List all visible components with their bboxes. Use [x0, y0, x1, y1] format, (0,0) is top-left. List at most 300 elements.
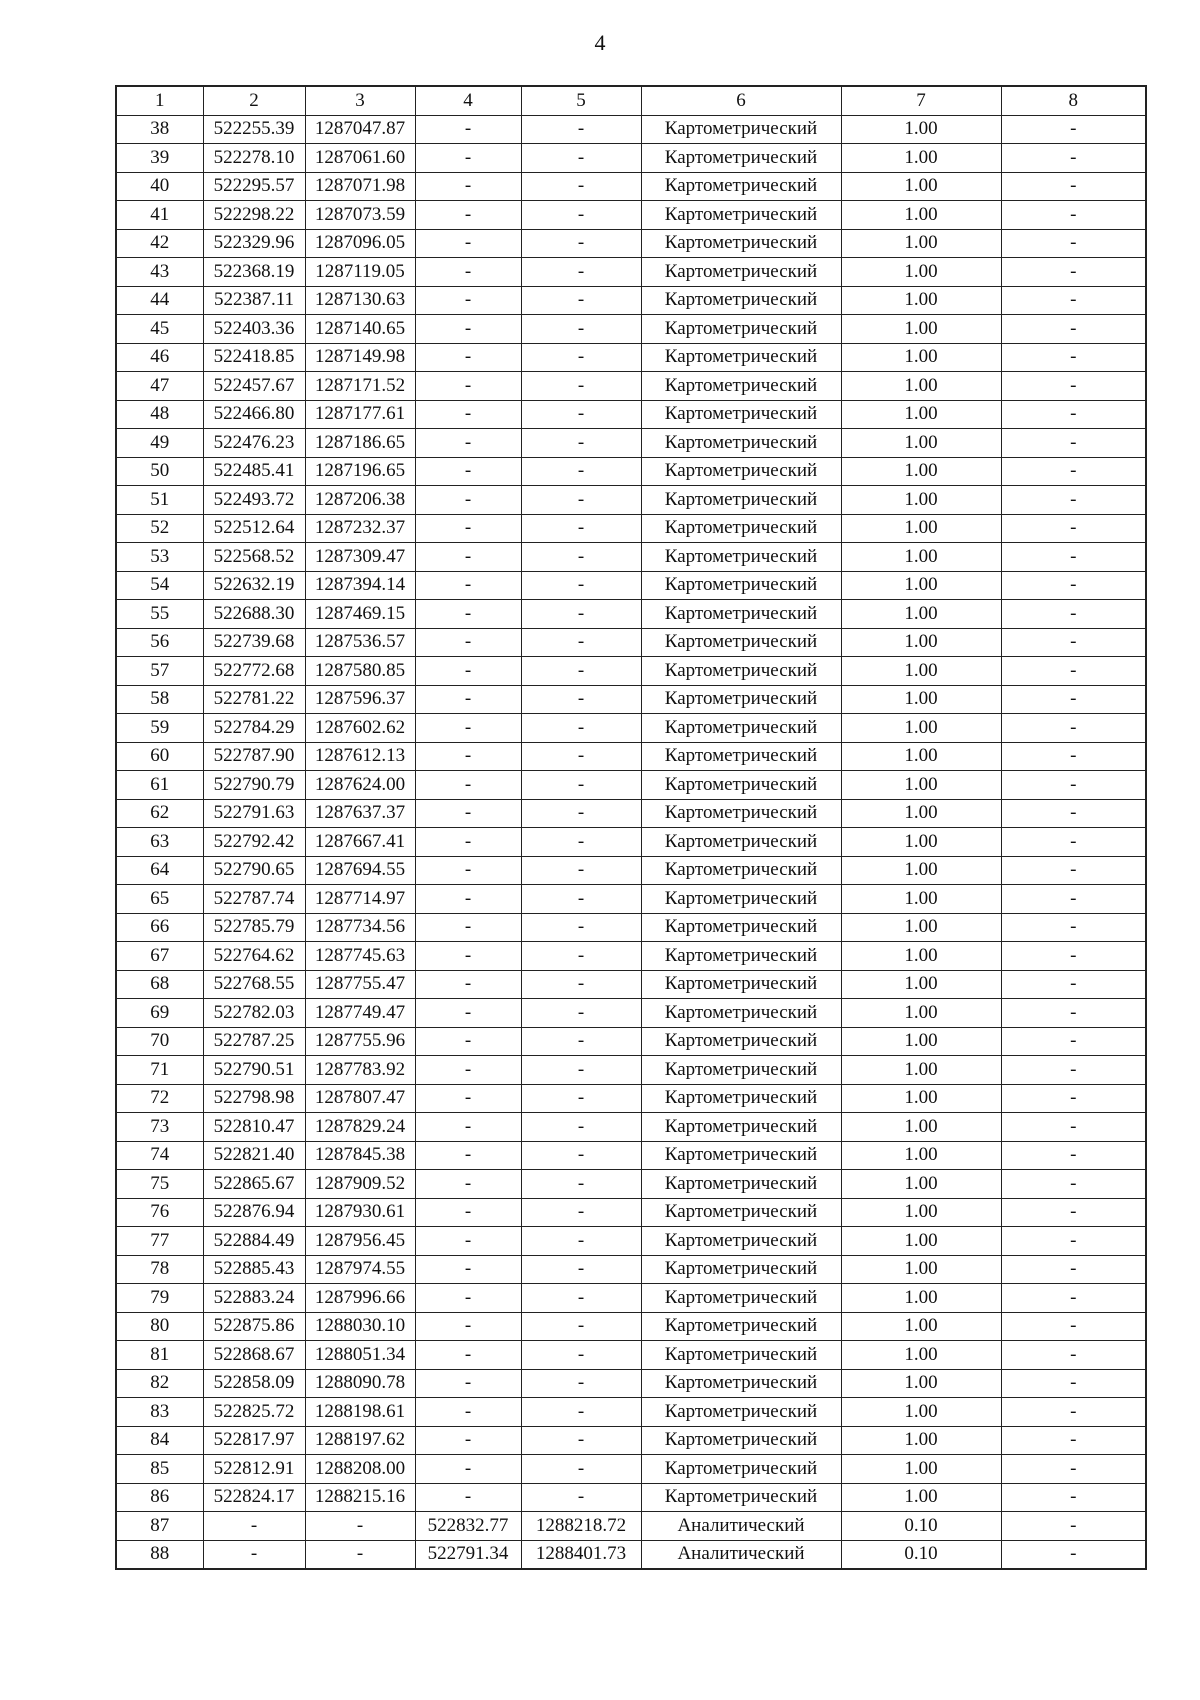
accuracy-cell: 1.00 — [841, 1483, 1001, 1512]
method-cell: Картометрический — [641, 771, 841, 800]
description-cell: - — [1001, 1255, 1146, 1284]
accuracy-cell: 1.00 — [841, 286, 1001, 315]
y-alt-coordinate-cell: - — [521, 1369, 641, 1398]
x-coordinate-cell: 522387.11 — [203, 286, 305, 315]
x-coordinate-cell: 522368.19 — [203, 258, 305, 287]
column-header: 5 — [521, 86, 641, 115]
y-alt-coordinate-cell: - — [521, 742, 641, 771]
y-coordinate-cell: 1287580.85 — [305, 657, 415, 686]
point-number-cell: 88 — [116, 1540, 203, 1569]
accuracy-cell: 1.00 — [841, 372, 1001, 401]
table-row — [116, 742, 1146, 771]
x-coordinate-cell: 522466.80 — [203, 400, 305, 429]
x-alt-coordinate-cell: - — [415, 657, 521, 686]
x-alt-coordinate-cell: - — [415, 486, 521, 515]
table-row — [116, 258, 1146, 287]
accuracy-cell: 1.00 — [841, 600, 1001, 629]
point-number-cell: 50 — [116, 457, 203, 486]
point-number-cell: 62 — [116, 799, 203, 828]
method-cell: Картометрический — [641, 1027, 841, 1056]
description-cell: - — [1001, 742, 1146, 771]
x-alt-coordinate-cell: - — [415, 714, 521, 743]
description-cell: - — [1001, 771, 1146, 800]
y-coordinate-cell: 1287996.66 — [305, 1284, 415, 1313]
accuracy-cell: 1.00 — [841, 714, 1001, 743]
table-body — [116, 115, 1146, 1569]
x-coordinate-cell: - — [203, 1540, 305, 1569]
description-cell: - — [1001, 1512, 1146, 1541]
x-coordinate-cell: 522858.09 — [203, 1369, 305, 1398]
point-number-cell: 55 — [116, 600, 203, 629]
x-coordinate-cell: 522764.62 — [203, 942, 305, 971]
accuracy-cell: 1.00 — [841, 1056, 1001, 1085]
table-row — [116, 201, 1146, 230]
description-cell: - — [1001, 457, 1146, 486]
method-cell: Картометрический — [641, 628, 841, 657]
x-alt-coordinate-cell: - — [415, 856, 521, 885]
table-row — [116, 628, 1146, 657]
description-cell: - — [1001, 571, 1146, 600]
description-cell: - — [1001, 1369, 1146, 1398]
y-alt-coordinate-cell: - — [521, 1084, 641, 1113]
accuracy-cell: 1.00 — [841, 1027, 1001, 1056]
x-alt-coordinate-cell: - — [415, 999, 521, 1028]
y-coordinate-cell: 1287119.05 — [305, 258, 415, 287]
table-row — [116, 828, 1146, 857]
y-coordinate-cell: 1287734.56 — [305, 913, 415, 942]
accuracy-cell: 1.00 — [841, 400, 1001, 429]
x-coordinate-cell: 522739.68 — [203, 628, 305, 657]
accuracy-cell: 0.10 — [841, 1540, 1001, 1569]
point-number-cell: 87 — [116, 1512, 203, 1541]
accuracy-cell: 1.00 — [841, 1426, 1001, 1455]
method-cell: Картометрический — [641, 885, 841, 914]
y-alt-coordinate-cell: - — [521, 1170, 641, 1199]
table-row — [116, 229, 1146, 258]
point-number-cell: 59 — [116, 714, 203, 743]
accuracy-cell: 1.00 — [841, 885, 1001, 914]
method-cell: Картометрический — [641, 828, 841, 857]
point-number-cell: 53 — [116, 543, 203, 572]
y-coordinate-cell: 1287130.63 — [305, 286, 415, 315]
accuracy-cell: 1.00 — [841, 229, 1001, 258]
description-cell: - — [1001, 543, 1146, 572]
y-coordinate-cell: 1287829.24 — [305, 1113, 415, 1142]
table-row — [116, 856, 1146, 885]
description-cell: - — [1001, 429, 1146, 458]
x-alt-coordinate-cell: - — [415, 1198, 521, 1227]
y-alt-coordinate-cell: - — [521, 372, 641, 401]
x-alt-coordinate-cell: - — [415, 229, 521, 258]
x-alt-coordinate-cell: - — [415, 286, 521, 315]
y-coordinate-cell: 1287694.55 — [305, 856, 415, 885]
description-cell: - — [1001, 315, 1146, 344]
x-coordinate-cell: 522790.65 — [203, 856, 305, 885]
point-number-cell: 64 — [116, 856, 203, 885]
accuracy-cell: 1.00 — [841, 1284, 1001, 1313]
y-alt-coordinate-cell: - — [521, 400, 641, 429]
x-coordinate-cell: - — [203, 1512, 305, 1541]
table-row — [116, 1141, 1146, 1170]
accuracy-cell: 1.00 — [841, 742, 1001, 771]
y-alt-coordinate-cell: - — [521, 1198, 641, 1227]
y-alt-coordinate-cell: - — [521, 1312, 641, 1341]
y-alt-coordinate-cell: - — [521, 885, 641, 914]
y-coordinate-cell: 1287745.63 — [305, 942, 415, 971]
y-alt-coordinate-cell: - — [521, 1398, 641, 1427]
x-alt-coordinate-cell: - — [415, 372, 521, 401]
x-coordinate-cell: 522798.98 — [203, 1084, 305, 1113]
x-coordinate-cell: 522688.30 — [203, 600, 305, 629]
table-row — [116, 970, 1146, 999]
x-coordinate-cell: 522790.79 — [203, 771, 305, 800]
accuracy-cell: 1.00 — [841, 1141, 1001, 1170]
table-row — [116, 1369, 1146, 1398]
y-alt-coordinate-cell: - — [521, 429, 641, 458]
accuracy-cell: 1.00 — [841, 315, 1001, 344]
description-cell: - — [1001, 258, 1146, 287]
x-coordinate-cell: 522790.51 — [203, 1056, 305, 1085]
point-number-cell: 79 — [116, 1284, 203, 1313]
point-number-cell: 68 — [116, 970, 203, 999]
x-coordinate-cell: 522329.96 — [203, 229, 305, 258]
method-cell: Картометрический — [641, 1312, 841, 1341]
x-coordinate-cell: 522865.67 — [203, 1170, 305, 1199]
y-alt-coordinate-cell: 1288401.73 — [521, 1540, 641, 1569]
y-coordinate-cell: 1287714.97 — [305, 885, 415, 914]
point-number-cell: 76 — [116, 1198, 203, 1227]
table-row — [116, 1027, 1146, 1056]
accuracy-cell: 1.00 — [841, 172, 1001, 201]
point-number-cell: 65 — [116, 885, 203, 914]
y-alt-coordinate-cell: - — [521, 115, 641, 144]
point-number-cell: 73 — [116, 1113, 203, 1142]
x-alt-coordinate-cell: - — [415, 1455, 521, 1484]
description-cell: - — [1001, 913, 1146, 942]
method-cell: Картометрический — [641, 229, 841, 258]
description-cell: - — [1001, 1170, 1146, 1199]
x-alt-coordinate-cell: - — [415, 1255, 521, 1284]
table-row — [116, 144, 1146, 173]
y-coordinate-cell: 1287096.05 — [305, 229, 415, 258]
description-cell: - — [1001, 628, 1146, 657]
method-cell: Картометрический — [641, 1284, 841, 1313]
y-coordinate-cell: 1287783.92 — [305, 1056, 415, 1085]
x-coordinate-cell: 522817.97 — [203, 1426, 305, 1455]
x-alt-coordinate-cell: - — [415, 1227, 521, 1256]
table-row — [116, 1284, 1146, 1313]
accuracy-cell: 1.00 — [841, 685, 1001, 714]
point-number-cell: 52 — [116, 514, 203, 543]
y-coordinate-cell: 1287624.00 — [305, 771, 415, 800]
method-cell: Картометрический — [641, 144, 841, 173]
coordinates-table — [115, 85, 1147, 1570]
description-cell: - — [1001, 1540, 1146, 1569]
table-row — [116, 172, 1146, 201]
point-number-cell: 40 — [116, 172, 203, 201]
x-coordinate-cell: 522885.43 — [203, 1255, 305, 1284]
method-cell: Картометрический — [641, 1369, 841, 1398]
y-alt-coordinate-cell: - — [521, 543, 641, 572]
x-alt-coordinate-cell: - — [415, 1483, 521, 1512]
y-alt-coordinate-cell: - — [521, 799, 641, 828]
column-header: 7 — [841, 86, 1001, 115]
y-coordinate-cell: 1287974.55 — [305, 1255, 415, 1284]
y-alt-coordinate-cell: - — [521, 343, 641, 372]
y-alt-coordinate-cell: - — [521, 685, 641, 714]
accuracy-cell: 1.00 — [841, 429, 1001, 458]
y-coordinate-cell: 1287807.47 — [305, 1084, 415, 1113]
y-coordinate-cell: 1287171.52 — [305, 372, 415, 401]
method-cell: Картометрический — [641, 172, 841, 201]
accuracy-cell: 1.00 — [841, 1369, 1001, 1398]
method-cell: Картометрический — [641, 1398, 841, 1427]
x-alt-coordinate-cell: - — [415, 571, 521, 600]
x-coordinate-cell: 522255.39 — [203, 115, 305, 144]
y-coordinate-cell: 1287612.13 — [305, 742, 415, 771]
table-row — [116, 372, 1146, 401]
method-cell: Картометрический — [641, 1426, 841, 1455]
y-alt-coordinate-cell: - — [521, 913, 641, 942]
method-cell: Картометрический — [641, 856, 841, 885]
accuracy-cell: 1.00 — [841, 1198, 1001, 1227]
y-alt-coordinate-cell: - — [521, 828, 641, 857]
x-coordinate-cell: 522876.94 — [203, 1198, 305, 1227]
accuracy-cell: 1.00 — [841, 628, 1001, 657]
y-alt-coordinate-cell: - — [521, 999, 641, 1028]
y-alt-coordinate-cell: - — [521, 628, 641, 657]
table-row — [116, 1312, 1146, 1341]
x-alt-coordinate-cell: - — [415, 115, 521, 144]
x-coordinate-cell: 522403.36 — [203, 315, 305, 344]
table-row — [116, 1540, 1146, 1569]
y-alt-coordinate-cell: - — [521, 258, 641, 287]
description-cell: - — [1001, 999, 1146, 1028]
table-row — [116, 115, 1146, 144]
point-number-cell: 39 — [116, 144, 203, 173]
method-cell: Аналитический — [641, 1540, 841, 1569]
point-number-cell: 58 — [116, 685, 203, 714]
point-number-cell: 84 — [116, 1426, 203, 1455]
x-alt-coordinate-cell: - — [415, 1284, 521, 1313]
description-cell: - — [1001, 856, 1146, 885]
description-cell: - — [1001, 1426, 1146, 1455]
x-alt-coordinate-cell: - — [415, 1170, 521, 1199]
point-number-cell: 70 — [116, 1027, 203, 1056]
y-coordinate-cell: 1287232.37 — [305, 514, 415, 543]
method-cell: Картометрический — [641, 600, 841, 629]
table-row — [116, 1113, 1146, 1142]
y-alt-coordinate-cell: - — [521, 1341, 641, 1370]
description-cell: - — [1001, 685, 1146, 714]
point-number-cell: 47 — [116, 372, 203, 401]
table-row — [116, 1341, 1146, 1370]
table-row — [116, 457, 1146, 486]
method-cell: Картометрический — [641, 514, 841, 543]
y-alt-coordinate-cell: - — [521, 1426, 641, 1455]
x-alt-coordinate-cell: - — [415, 913, 521, 942]
y-coordinate-cell: 1287956.45 — [305, 1227, 415, 1256]
point-number-cell: 49 — [116, 429, 203, 458]
accuracy-cell: 1.00 — [841, 571, 1001, 600]
point-number-cell: 57 — [116, 657, 203, 686]
point-number-cell: 44 — [116, 286, 203, 315]
description-cell: - — [1001, 1398, 1146, 1427]
y-coordinate-cell: 1287536.57 — [305, 628, 415, 657]
method-cell: Картометрический — [641, 1084, 841, 1113]
point-number-cell: 74 — [116, 1141, 203, 1170]
description-cell: - — [1001, 1455, 1146, 1484]
x-alt-coordinate-cell: - — [415, 685, 521, 714]
table-row — [116, 1512, 1146, 1541]
x-coordinate-cell: 522476.23 — [203, 429, 305, 458]
x-alt-coordinate-cell: - — [415, 457, 521, 486]
description-cell: - — [1001, 1312, 1146, 1341]
x-alt-coordinate-cell: - — [415, 201, 521, 230]
table-row — [116, 1198, 1146, 1227]
description-cell: - — [1001, 115, 1146, 144]
accuracy-cell: 1.00 — [841, 913, 1001, 942]
accuracy-cell: 1.00 — [841, 999, 1001, 1028]
y-coordinate-cell: 1288215.16 — [305, 1483, 415, 1512]
y-coordinate-cell: 1288197.62 — [305, 1426, 415, 1455]
x-coordinate-cell: 522821.40 — [203, 1141, 305, 1170]
accuracy-cell: 1.00 — [841, 514, 1001, 543]
x-alt-coordinate-cell: - — [415, 828, 521, 857]
y-alt-coordinate-cell: - — [521, 1113, 641, 1142]
y-alt-coordinate-cell: - — [521, 144, 641, 173]
accuracy-cell: 1.00 — [841, 258, 1001, 287]
x-alt-coordinate-cell: - — [415, 771, 521, 800]
y-alt-coordinate-cell: - — [521, 457, 641, 486]
y-alt-coordinate-cell: - — [521, 229, 641, 258]
point-number-cell: 51 — [116, 486, 203, 515]
accuracy-cell: 1.00 — [841, 970, 1001, 999]
point-number-cell: 61 — [116, 771, 203, 800]
table-row — [116, 400, 1146, 429]
method-cell: Картометрический — [641, 1170, 841, 1199]
accuracy-cell: 0.10 — [841, 1512, 1001, 1541]
description-cell: - — [1001, 400, 1146, 429]
x-coordinate-cell: 522457.67 — [203, 372, 305, 401]
y-alt-coordinate-cell: - — [521, 315, 641, 344]
table-row — [116, 714, 1146, 743]
method-cell: Картометрический — [641, 400, 841, 429]
description-cell: - — [1001, 1341, 1146, 1370]
point-number-cell: 72 — [116, 1084, 203, 1113]
method-cell: Картометрический — [641, 970, 841, 999]
y-alt-coordinate-cell: - — [521, 856, 641, 885]
method-cell: Картометрический — [641, 1113, 841, 1142]
table-row — [116, 1455, 1146, 1484]
point-number-cell: 56 — [116, 628, 203, 657]
table-row — [116, 913, 1146, 942]
x-coordinate-cell: 522493.72 — [203, 486, 305, 515]
description-cell: - — [1001, 372, 1146, 401]
x-coordinate-cell: 522812.91 — [203, 1455, 305, 1484]
point-number-cell: 60 — [116, 742, 203, 771]
table-row — [116, 657, 1146, 686]
y-alt-coordinate-cell: - — [521, 600, 641, 629]
y-alt-coordinate-cell: - — [521, 571, 641, 600]
method-cell: Картометрический — [641, 1141, 841, 1170]
table-row — [116, 1170, 1146, 1199]
method-cell: Картометрический — [641, 1483, 841, 1512]
x-alt-coordinate-cell: - — [415, 343, 521, 372]
y-coordinate-cell: - — [305, 1512, 415, 1541]
table-header-row — [116, 86, 1146, 115]
table-row — [116, 771, 1146, 800]
y-coordinate-cell: 1287602.62 — [305, 714, 415, 743]
y-coordinate-cell: 1287596.37 — [305, 685, 415, 714]
x-coordinate-cell: 522278.10 — [203, 144, 305, 173]
y-coordinate-cell: 1287394.14 — [305, 571, 415, 600]
table-row — [116, 685, 1146, 714]
x-coordinate-cell: 522418.85 — [203, 343, 305, 372]
x-alt-coordinate-cell: - — [415, 799, 521, 828]
description-cell: - — [1001, 1056, 1146, 1085]
page-number: 4 — [594, 30, 606, 55]
y-coordinate-cell: 1287469.15 — [305, 600, 415, 629]
x-alt-coordinate-cell: - — [415, 429, 521, 458]
column-header: 8 — [1001, 86, 1146, 115]
y-alt-coordinate-cell: - — [521, 1483, 641, 1512]
x-coordinate-cell: 522485.41 — [203, 457, 305, 486]
y-coordinate-cell: 1287149.98 — [305, 343, 415, 372]
x-alt-coordinate-cell: - — [415, 144, 521, 173]
description-cell: - — [1001, 657, 1146, 686]
table-row — [116, 286, 1146, 315]
x-alt-coordinate-cell: - — [415, 315, 521, 344]
method-cell: Картометрический — [641, 115, 841, 144]
table-row — [116, 1056, 1146, 1085]
x-alt-coordinate-cell: - — [415, 600, 521, 629]
y-coordinate-cell: 1287061.60 — [305, 144, 415, 173]
accuracy-cell: 1.00 — [841, 1341, 1001, 1370]
point-number-cell: 54 — [116, 571, 203, 600]
point-number-cell: 66 — [116, 913, 203, 942]
method-cell: Картометрический — [641, 913, 841, 942]
y-coordinate-cell: 1287073.59 — [305, 201, 415, 230]
x-coordinate-cell: 522632.19 — [203, 571, 305, 600]
y-alt-coordinate-cell: - — [521, 201, 641, 230]
point-number-cell: 48 — [116, 400, 203, 429]
y-alt-coordinate-cell: - — [521, 1227, 641, 1256]
table-row — [116, 942, 1146, 971]
column-header: 3 — [305, 86, 415, 115]
description-cell: - — [1001, 229, 1146, 258]
accuracy-cell: 1.00 — [841, 457, 1001, 486]
method-cell: Картометрический — [641, 999, 841, 1028]
x-coordinate-cell: 522772.68 — [203, 657, 305, 686]
description-cell: - — [1001, 714, 1146, 743]
point-number-cell: 38 — [116, 115, 203, 144]
x-alt-coordinate-cell: - — [415, 1369, 521, 1398]
point-number-cell: 82 — [116, 1369, 203, 1398]
x-alt-coordinate-cell: - — [415, 258, 521, 287]
table-row — [116, 315, 1146, 344]
point-number-cell: 67 — [116, 942, 203, 971]
accuracy-cell: 1.00 — [841, 856, 1001, 885]
y-coordinate-cell: 1288090.78 — [305, 1369, 415, 1398]
description-cell: - — [1001, 1483, 1146, 1512]
x-coordinate-cell: 522298.22 — [203, 201, 305, 230]
method-cell: Картометрический — [641, 1455, 841, 1484]
x-coordinate-cell: 522868.67 — [203, 1341, 305, 1370]
description-cell: - — [1001, 799, 1146, 828]
y-coordinate-cell: 1287177.61 — [305, 400, 415, 429]
y-coordinate-cell: 1287755.96 — [305, 1027, 415, 1056]
